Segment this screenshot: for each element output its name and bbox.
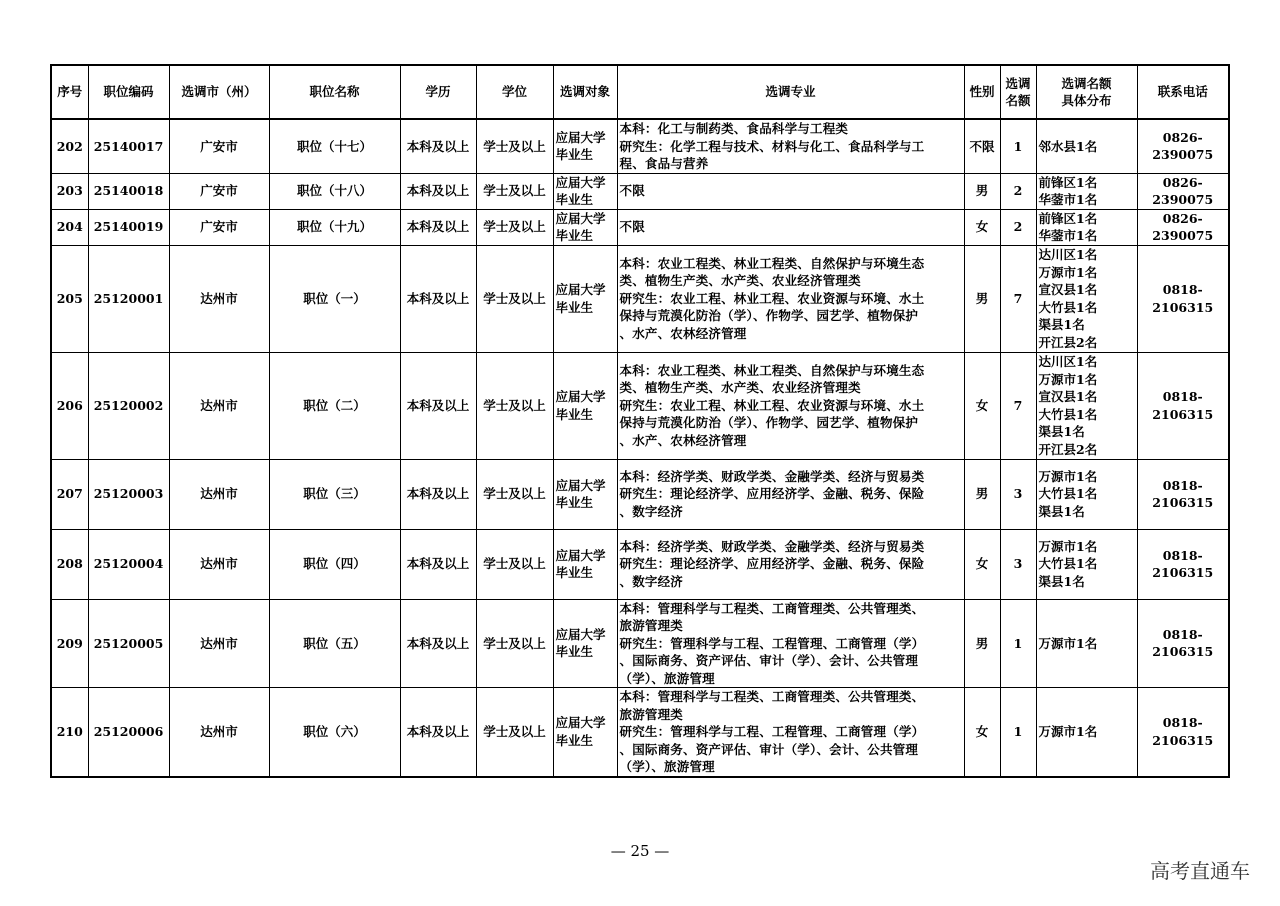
header-city: 选调市（州） xyxy=(169,65,269,119)
row-no: 204 xyxy=(51,209,88,245)
row-no: 202 xyxy=(51,119,88,173)
header-gender: 性别 xyxy=(964,65,1000,119)
row-code: 25140017 xyxy=(88,119,169,173)
row-city: 广安市 xyxy=(169,173,269,209)
majors-line: 类、植物生产类、水产类、农业经济管理类 xyxy=(619,380,861,396)
row-target xyxy=(553,688,617,777)
header-education: 学历 xyxy=(400,65,476,119)
distribution-line: 大竹县1名 xyxy=(1038,299,1098,315)
row-no: 207 xyxy=(51,459,88,529)
distribution-line: 万源市1名 xyxy=(1038,264,1098,280)
distribution-line: 宣汉县1名 xyxy=(1038,389,1098,404)
row-majors xyxy=(617,173,964,209)
distribution-line: 渠县1名 xyxy=(1038,317,1085,332)
row-no: 203 xyxy=(51,173,88,209)
row-no: 208 xyxy=(51,529,88,599)
distribution-line: 前锋区1名 xyxy=(1038,174,1098,190)
row-education: 本科及以上 xyxy=(400,119,476,173)
row-title: 职位（十七） xyxy=(269,119,400,173)
row-degree: 学士及以上 xyxy=(476,119,553,173)
row-gender: 不限 xyxy=(964,119,1000,173)
row-phone: 0818-2106315 xyxy=(1137,245,1229,352)
table-row xyxy=(51,688,1229,777)
row-education: 本科及以上 xyxy=(400,245,476,352)
row-quota: 1 xyxy=(1000,688,1036,777)
row-code: 25120005 xyxy=(88,599,169,688)
table-row xyxy=(51,599,1229,688)
row-education: 本科及以上 xyxy=(400,173,476,209)
row-distribution xyxy=(1036,352,1137,459)
distribution-line: 万源市1名 xyxy=(1038,635,1098,651)
table-row xyxy=(51,209,1229,245)
header-no: 序号 xyxy=(51,65,88,119)
row-education: 本科及以上 xyxy=(400,352,476,459)
row-phone: 0818-2106315 xyxy=(1137,599,1229,688)
majors-line: 本科：管理科学与工程类、工商管理类、公共管理类、 xyxy=(619,600,925,616)
row-degree: 学士及以上 xyxy=(476,173,553,209)
majors-line: 本科：经济学类、财政学类、金融学类、经济与贸易类 xyxy=(619,538,925,554)
header-code: 职位编码 xyxy=(88,65,169,119)
row-code: 25120002 xyxy=(88,352,169,459)
majors-line: 程、食品与营养 xyxy=(619,156,709,171)
row-target xyxy=(553,173,617,209)
row-quota: 1 xyxy=(1000,599,1036,688)
row-no: 205 xyxy=(51,245,88,352)
row-degree: 学士及以上 xyxy=(476,352,553,459)
row-title: 职位（三） xyxy=(269,459,400,529)
distribution-line: 华蓥市1名 xyxy=(1038,192,1098,207)
majors-line: 类、植物生产类、水产类、农业经济管理类 xyxy=(619,273,861,289)
majors-line: 研究生：管理科学与工程、工程管理、工商管理（学） xyxy=(619,724,925,739)
row-city: 达州市 xyxy=(169,352,269,459)
row-education: 本科及以上 xyxy=(400,688,476,777)
row-education: 本科及以上 xyxy=(400,599,476,688)
row-city: 广安市 xyxy=(169,209,269,245)
row-city: 达州市 xyxy=(169,245,269,352)
row-gender: 男 xyxy=(964,599,1000,688)
row-phone: 0818-2106315 xyxy=(1137,352,1229,459)
row-distribution xyxy=(1036,245,1137,352)
row-quota: 3 xyxy=(1000,529,1036,599)
row-majors xyxy=(617,688,964,777)
target-line: 毕业生 xyxy=(555,299,594,315)
row-gender: 男 xyxy=(964,459,1000,529)
target-line: 应届大学 xyxy=(555,389,606,404)
row-title: 职位（五） xyxy=(269,599,400,688)
row-majors xyxy=(617,352,964,459)
row-target xyxy=(553,245,617,352)
row-quota: 7 xyxy=(1000,352,1036,459)
target-line: 毕业生 xyxy=(555,565,594,580)
row-code: 25120001 xyxy=(88,245,169,352)
row-degree: 学士及以上 xyxy=(476,209,553,245)
majors-line: 本科：经济学类、财政学类、金融学类、经济与贸易类 xyxy=(619,468,925,484)
majors-line: 保持与荒漠化防治（学）、作物学、园艺学、植物保护 xyxy=(619,308,919,324)
row-target xyxy=(553,599,617,688)
table-row xyxy=(51,352,1229,459)
target-line: 毕业生 xyxy=(555,644,594,660)
table-row xyxy=(51,245,1229,352)
header-target: 选调对象 xyxy=(553,65,617,119)
row-phone: 0818-2106315 xyxy=(1137,529,1229,599)
row-distribution xyxy=(1036,173,1137,209)
row-education: 本科及以上 xyxy=(400,529,476,599)
row-gender: 女 xyxy=(964,529,1000,599)
row-code: 25140018 xyxy=(88,173,169,209)
majors-line: 不限 xyxy=(619,183,645,199)
row-city: 广安市 xyxy=(169,119,269,173)
row-no: 206 xyxy=(51,352,88,459)
row-title: 职位（十八） xyxy=(269,173,400,209)
row-education: 本科及以上 xyxy=(400,459,476,529)
row-degree: 学士及以上 xyxy=(476,459,553,529)
row-education: 本科及以上 xyxy=(400,209,476,245)
row-distribution xyxy=(1036,459,1137,529)
row-degree: 学士及以上 xyxy=(476,599,553,688)
row-majors xyxy=(617,209,964,245)
distribution-line: 万源市1名 xyxy=(1038,724,1098,739)
target-line: 应届大学 xyxy=(555,477,606,493)
row-majors xyxy=(617,459,964,529)
target-line: 毕业生 xyxy=(555,228,594,243)
row-gender: 男 xyxy=(964,245,1000,352)
page-number: — 25 — xyxy=(610,842,670,860)
header-quota xyxy=(1000,65,1036,119)
header-majors: 选调专业 xyxy=(617,65,964,119)
row-title: 职位（四） xyxy=(269,529,400,599)
majors-line: 本科：化工与制药类、食品科学与工程类 xyxy=(619,121,849,136)
majors-line: 研究生：农业工程、林业工程、农业资源与环境、水土 xyxy=(619,397,925,413)
row-quota: 3 xyxy=(1000,459,1036,529)
row-title: 职位（十九） xyxy=(269,209,400,245)
row-code: 25120004 xyxy=(88,529,169,599)
watermark: 高考直通车 xyxy=(1150,859,1250,883)
distribution-line: 渠县1名 xyxy=(1038,503,1085,519)
target-line: 毕业生 xyxy=(555,495,594,510)
target-line: 毕业生 xyxy=(555,147,594,163)
distribution-line: 渠县1名 xyxy=(1038,573,1085,589)
row-phone: 0826-2390075 xyxy=(1137,209,1229,245)
row-city: 达州市 xyxy=(169,459,269,529)
distribution-line: 邻水县1名 xyxy=(1038,138,1098,154)
majors-line: 、数字经济 xyxy=(619,573,684,589)
header-title: 职位名称 xyxy=(269,65,400,119)
row-target xyxy=(553,209,617,245)
majors-line: 研究生：理论经济学、应用经济学、金融、税务、保险 xyxy=(619,556,925,572)
majors-line: 本科：农业工程类、林业工程类、自然保护与环境生态 xyxy=(619,362,925,378)
distribution-line: 万源市1名 xyxy=(1038,468,1098,484)
row-gender: 女 xyxy=(964,688,1000,777)
majors-line: 本科：农业工程类、林业工程类、自然保护与环境生态 xyxy=(619,255,925,271)
header-degree: 学位 xyxy=(476,65,553,119)
distribution-line: 开江县2名 xyxy=(1038,441,1098,457)
row-phone: 0826-2390075 xyxy=(1137,173,1229,209)
row-title: 职位（一） xyxy=(269,245,400,352)
target-line: 应届大学 xyxy=(555,626,606,642)
row-target xyxy=(553,352,617,459)
majors-line: 不限 xyxy=(619,219,645,235)
majors-line: 旅游管理类 xyxy=(619,618,684,633)
table-row xyxy=(51,119,1229,173)
row-code: 25120006 xyxy=(88,688,169,777)
row-city: 达州市 xyxy=(169,688,269,777)
row-majors xyxy=(617,599,964,688)
distribution-line: 达川区1名 xyxy=(1038,247,1098,262)
row-gender: 女 xyxy=(964,352,1000,459)
positions-table xyxy=(50,64,1230,778)
row-target xyxy=(553,529,617,599)
row-target xyxy=(553,459,617,529)
header-distribution-line: 具体分布 xyxy=(1061,93,1112,108)
header-quota-line: 选调 xyxy=(1005,75,1031,91)
majors-line: 研究生：化学工程与技术、材料与化工、食品科学与工 xyxy=(619,138,925,154)
majors-line: （学）、旅游管理 xyxy=(619,759,715,774)
row-quota: 1 xyxy=(1000,119,1036,173)
majors-line: 、数字经济 xyxy=(619,503,684,519)
header-distribution-line: 选调名额 xyxy=(1061,75,1112,91)
row-degree: 学士及以上 xyxy=(476,529,553,599)
majors-line: 旅游管理类 xyxy=(619,706,684,722)
majors-line: 、国际商务、资产评估、审计（学）、会计、公共管理 xyxy=(619,741,919,757)
row-gender: 女 xyxy=(964,209,1000,245)
distribution-line: 万源市1名 xyxy=(1038,538,1098,554)
row-city: 达州市 xyxy=(169,599,269,688)
row-title: 职位（六） xyxy=(269,688,400,777)
majors-line: 研究生：理论经济学、应用经济学、金融、税务、保险 xyxy=(619,486,925,502)
row-quota: 7 xyxy=(1000,245,1036,352)
target-line: 应届大学 xyxy=(555,129,606,145)
header-distribution xyxy=(1036,65,1137,119)
distribution-line: 大竹县1名 xyxy=(1038,556,1098,572)
distribution-line: 万源市1名 xyxy=(1038,371,1098,387)
distribution-line: 华蓥市1名 xyxy=(1038,228,1098,243)
distribution-line: 大竹县1名 xyxy=(1038,486,1098,502)
distribution-line: 渠县1名 xyxy=(1038,424,1085,439)
row-quota: 2 xyxy=(1000,173,1036,209)
target-line: 应届大学 xyxy=(555,282,606,297)
majors-line: 研究生：管理科学与工程、工程管理、工商管理（学） xyxy=(619,635,925,651)
row-distribution xyxy=(1036,529,1137,599)
distribution-line: 宣汉县1名 xyxy=(1038,282,1098,297)
row-degree: 学士及以上 xyxy=(476,245,553,352)
majors-line: 、水产、农林经济管理 xyxy=(619,432,747,448)
row-title: 职位（二） xyxy=(269,352,400,459)
target-line: 应届大学 xyxy=(555,715,606,731)
header-quota-line: 名额 xyxy=(1005,93,1031,108)
majors-line: 、国际商务、资产评估、审计（学）、会计、公共管理 xyxy=(619,653,919,668)
distribution-line: 开江县2名 xyxy=(1038,334,1098,350)
row-no: 209 xyxy=(51,599,88,688)
row-code: 25140019 xyxy=(88,209,169,245)
majors-line: 、水产、农林经济管理 xyxy=(619,325,747,341)
row-phone: 0818-2106315 xyxy=(1137,688,1229,777)
table-row xyxy=(51,529,1229,599)
row-no: 210 xyxy=(51,688,88,777)
majors-line: （学）、旅游管理 xyxy=(619,670,715,686)
majors-line: 保持与荒漠化防治（学）、作物学、园艺学、植物保护 xyxy=(619,415,919,431)
target-line: 毕业生 xyxy=(555,192,594,207)
row-degree: 学士及以上 xyxy=(476,688,553,777)
distribution-line: 达川区1名 xyxy=(1038,354,1098,369)
row-phone: 0826-2390075 xyxy=(1137,119,1229,173)
row-distribution xyxy=(1036,119,1137,173)
header-phone: 联系电话 xyxy=(1137,65,1229,119)
row-gender: 男 xyxy=(964,173,1000,209)
table-header-row xyxy=(51,65,1229,119)
row-majors xyxy=(617,245,964,352)
majors-line: 本科：管理科学与工程类、工商管理类、公共管理类、 xyxy=(619,689,925,704)
row-phone: 0818-2106315 xyxy=(1137,459,1229,529)
row-city: 达州市 xyxy=(169,529,269,599)
target-line: 毕业生 xyxy=(555,732,594,748)
row-distribution xyxy=(1036,209,1137,245)
target-line: 毕业生 xyxy=(555,406,594,422)
majors-line: 研究生：农业工程、林业工程、农业资源与环境、水土 xyxy=(619,290,925,306)
target-line: 应届大学 xyxy=(555,174,606,190)
row-majors xyxy=(617,529,964,599)
target-line: 应届大学 xyxy=(555,547,606,563)
row-target xyxy=(553,119,617,173)
target-line: 应届大学 xyxy=(555,210,606,226)
distribution-line: 大竹县1名 xyxy=(1038,406,1098,422)
row-majors xyxy=(617,119,964,173)
table-row xyxy=(51,173,1229,209)
table-row xyxy=(51,459,1229,529)
distribution-line: 前锋区1名 xyxy=(1038,210,1098,226)
row-distribution xyxy=(1036,599,1137,688)
row-code: 25120003 xyxy=(88,459,169,529)
row-distribution xyxy=(1036,688,1137,777)
row-quota: 2 xyxy=(1000,209,1036,245)
